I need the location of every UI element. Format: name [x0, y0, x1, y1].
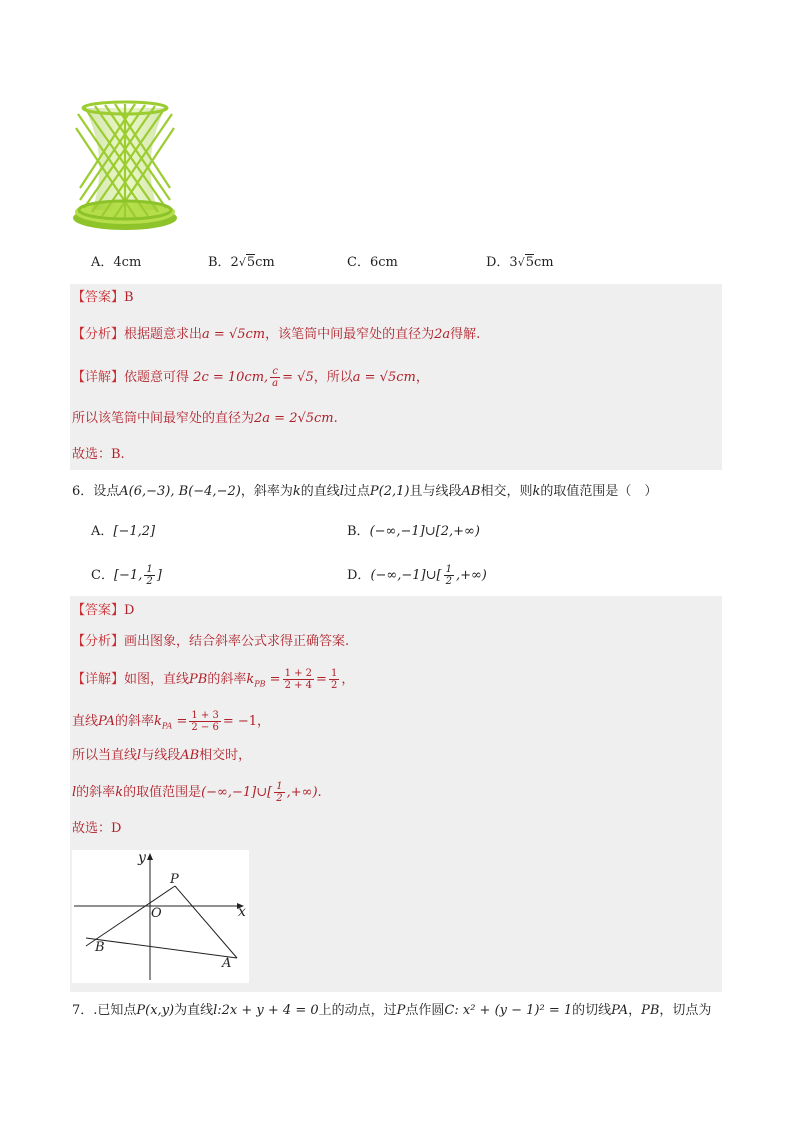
q5-option-b: B．2√5cm [208, 255, 275, 270]
q6-analysis: 【分析】画出图象，结合斜率公式求得正确答案. [72, 634, 350, 649]
q5-detail: 【详解】依题意可得 2c = 10cm, $\frac{c}{a}$ = √5，所以a = √5cm， [72, 366, 429, 389]
q5-option-b-unit: cm [255, 255, 275, 270]
label-origin: O [151, 906, 162, 921]
q5-option-d-unit: cm [534, 255, 554, 270]
q5-option-a: A．4cm [91, 255, 142, 270]
q5-analysis: 【分析】根据题意求出a = √5cm，该笔筒中间最窄处的直径为2a得解. [72, 327, 481, 342]
q5-option-d: D．3√5cm [486, 255, 554, 270]
q5-option-d-prefix: D．3 [486, 255, 518, 270]
q6-choice: 故选：D [72, 821, 122, 836]
q6-answer: 【答案】D [72, 603, 135, 618]
q5-option-c: C．6cm [347, 255, 398, 270]
label-a: A [222, 956, 232, 971]
q5-option-b-radicand: 5 [246, 255, 256, 270]
q5-choice: 故选：B. [72, 447, 125, 462]
q6-detail-line4: l的斜率k的取值范围是(−∞,−1]∪[ $\frac{1}{2}$ ,+∞). [72, 781, 322, 804]
q6-option-a: A．[−1,2] [91, 524, 156, 539]
pen-holder-image [70, 100, 180, 235]
q5-answer: 【答案】B [72, 290, 134, 305]
q6-stem: 6．设点A(6,−3), B(−4,−2)，斜率为k的直线l过点P(2,1)且与线段AB相交，则k的取值范围是（ ） [72, 484, 658, 499]
label-y: y [138, 850, 146, 866]
q6-option-c: C．[−1, $\frac{1}{2}$ ] [91, 564, 162, 587]
q6-option-d: D．(−∞,−1]∪[ $\frac{1}{2}$ ,+∞) [347, 564, 487, 587]
label-p: P [170, 872, 179, 887]
q5-detail-line2: 所以该笔筒中间最窄处的直径为2a = 2√5cm. [72, 411, 338, 426]
label-x: x [238, 904, 246, 920]
q6-detail-line2: 直线PA的斜率$k_{PA}$ = $\frac{1 + 3}{2 - 6}$ = −1， [72, 710, 271, 733]
label-b: B [95, 940, 105, 955]
q6-detail-line1: 【详解】如图，直线PB的斜率$k_{PB}$ = $\frac{1 + 2}{2 + 4}$ = $\frac{1}{2}$ ， [72, 668, 355, 691]
q6-figure [72, 850, 249, 983]
q6-detail-line3: 所以当直线l与线段AB相交时， [72, 748, 252, 763]
q5-option-d-radicand: 5 [525, 255, 534, 270]
q7-stem: 7．.已知点P(x,y)为直线l:2x + y + 4 = 0上的动点，过P点作圆C: x² + (y − 1)² = 1的切线PA，PB，切点为 [72, 1003, 712, 1018]
q6-option-b: B．(−∞,−1]∪[2,+∞) [347, 524, 480, 539]
q5-option-b-prefix: B．2 [208, 255, 239, 270]
